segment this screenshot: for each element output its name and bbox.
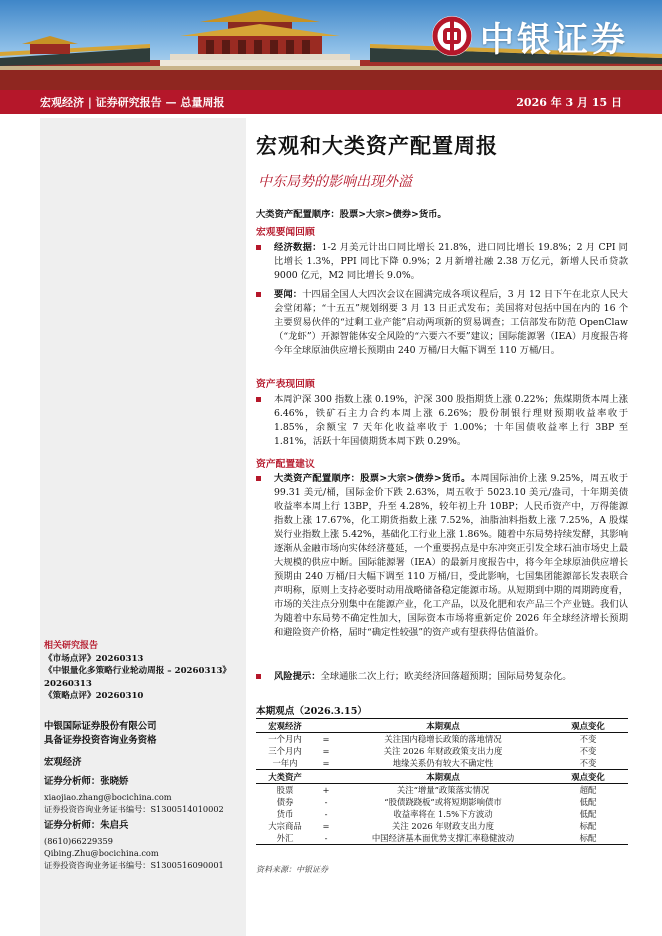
related-report-item[interactable]: 《策略点评》20260310 xyxy=(44,691,144,702)
department-label: 宏观经济 xyxy=(44,757,82,768)
table-cell: “股债跷跷板”或将短期影响债市 xyxy=(384,797,502,807)
table-cell: 货币 xyxy=(276,809,294,819)
table-cell: 收益率将在 1.5%下方波动 xyxy=(393,809,493,819)
table-header-cell xyxy=(314,770,338,784)
brand-logo xyxy=(432,14,656,58)
report-date: 2026 年 3 月 15 日 xyxy=(516,96,622,109)
table-cell: 不变 xyxy=(579,734,597,744)
table-cell: 不变 xyxy=(579,746,597,756)
bullet-label: 要闻： xyxy=(274,289,303,300)
bullet-label: 大类资产配置顺序：股票>大宗>债券>货币。 xyxy=(274,473,471,484)
table-header-cell: 宏观经济 xyxy=(256,719,314,733)
bullet-text: 十四届全国人大四次会议在圆满完成各项议程后，3 月 12 日下午在北京人民大会堂闭幕；“十五五”规划纲要 3 月 13 日正式发布；美国将对包括中国在内的 16 个主要贸易伙伴的“过剩工业产能”启动两项新的贸易调查；工信部发布防范 OpenClaw（“龙虾”）开源智能体安全风险的“六要六不要”建议；国际能源署（IEA）月度报告将今年全球原油供应增长预期由 240 万桶/日大幅下调至 110 万桶/日。 xyxy=(274,289,628,356)
table-row xyxy=(256,733,628,746)
table-cell: - xyxy=(314,832,338,845)
table-cell: 低配 xyxy=(579,797,597,807)
table-cell: 地缘关系仍有较大不确定性 xyxy=(392,758,494,768)
table-row xyxy=(256,745,628,757)
bullet-label: 经济数据： xyxy=(274,242,322,253)
analyst-email[interactable]: Qibing.Zhu@bocichina.com xyxy=(44,848,159,858)
bullet-item xyxy=(256,670,628,684)
table-row xyxy=(256,784,628,797)
table-cell: 超配 xyxy=(579,785,597,795)
table-cell: 大宗商品 xyxy=(268,821,302,831)
brand-name: 中银证券 xyxy=(480,19,628,60)
related-report-item[interactable]: 20260313 xyxy=(44,678,92,689)
table-cell: 关注 2026 年财政政策支出力度 xyxy=(383,746,503,756)
analyst-email[interactable]: xiaojiao.zhang@bocichina.com xyxy=(44,792,172,802)
company-name: 中银国际证券股份有限公司 xyxy=(44,721,157,732)
section-heading: 资产配置建议 xyxy=(256,459,315,470)
table-cell: 一年内 xyxy=(272,758,298,768)
table-cell: 股票 xyxy=(276,785,294,795)
boc-logo-icon xyxy=(432,16,472,56)
section-heading: 资产表现回顾 xyxy=(256,379,315,390)
bullet-text: 1-2 月美元计出口同比增长 21.8%，进口同比增长 19.8%；2 月 CPI 同比增长 1.3%，PPI 同比下降 0.9%；2 月新增社融 2.38 万亿元，新增人民币贷款 9000 亿元，M2 同比增长 9.0%。 xyxy=(274,242,628,281)
bullet-square-icon xyxy=(256,674,261,679)
bullet-label: 风险提示： xyxy=(274,671,321,682)
table-source: 资料来源：中银证券 xyxy=(256,865,328,874)
company-info xyxy=(44,720,244,748)
table-header-cell: 本期观点 xyxy=(338,770,548,784)
bullet-text: 本周国际油价上涨 9.25%，周五收于 99.31 美元/桶，国际金价下跌 2.63%，周五收于 5023.10 美元/盎司，十年期美债收益率本周上行 13BP，升至 4.28%，较年初上升 10BP；人民币资产中，万得能源指数上涨 17.67%，化工期货指数上涨 7.52%，油脂油料指数上涨 7.25%，A 股煤炭行业指数上涨 5.42%，基础化工行业上涨 1.86%。随着中东局势持续发酵，其影响逐渐从金融市场向实体经济蔓延，一个重要拐点是中东冲突正引发全球石油市场史上最大规模的供应中断。国际能源署（IEA）的最新月度报告中，将今年全球原油供应增长预期由 240 万桶/日大幅下调至 110 万桶/日，受此影响，七国集团能源部长发表联合声明称，原则上支持必要时动用战略储备稳定能源市场。从短期到中期的周期跨度看，市场的关注点分别集中在能源产业，化工产品，以及化肥和农产品三个产业链。我们认为随着中东局势不确定性加大，国际资本市场将重新定价 2026 年全球经济增长预期和避险资产价格，届时“确定性较强”的资产或有望获得估值溢价。 xyxy=(274,473,628,638)
table-header-cell: 观点变化 xyxy=(548,770,628,784)
views-table-title: 本期观点（2026.3.15） xyxy=(256,706,367,717)
analyst-name: 证券分析师：朱启兵 xyxy=(44,820,129,831)
table-cell: 低配 xyxy=(579,809,597,819)
table-cell: - xyxy=(324,797,328,807)
analyst-block xyxy=(44,820,248,871)
table-row xyxy=(256,832,628,845)
table-header-row xyxy=(256,719,628,733)
report-category-bar xyxy=(0,90,662,114)
bullet-square-icon xyxy=(256,476,261,481)
bullet-square-icon xyxy=(256,292,261,297)
table-cell: + xyxy=(322,785,330,795)
table-header-cell xyxy=(314,719,338,733)
related-report-item[interactable]: 《中银量化多策略行业轮动周报 – 20260313》 xyxy=(44,666,232,677)
table-cell: 债券 xyxy=(276,797,294,807)
views-table xyxy=(256,718,628,845)
table-cell: 关注国内稳增长政策的落地情况 xyxy=(384,734,502,744)
report-subtitle: 中东局势的影响出现外溢 xyxy=(258,174,412,190)
table-cell: = xyxy=(322,758,330,768)
analyst-license: 证券投资咨询业务证书编号：S1300516090001 xyxy=(44,860,224,870)
related-report-item[interactable]: 《市场点评》20260313 xyxy=(44,653,144,664)
table-cell: = xyxy=(322,746,330,756)
header-banner xyxy=(0,0,662,90)
bullet-item xyxy=(256,393,628,449)
table-cell: 不变 xyxy=(579,758,597,768)
table-cell: 中国经济基本面优势支撑汇率稳健波动 xyxy=(338,832,548,845)
analyst-name: 证券分析师：张晓娇 xyxy=(44,776,129,787)
table-cell: 标配 xyxy=(579,821,597,831)
bullet-text: 全球通胀二次上行；欧美经济回落超预期；国际局势复杂化。 xyxy=(320,671,572,682)
bullet-text: 本周沪深 300 指数上涨 0.19%，沪深 300 股指期货上涨 0.22%；焦煤期货本周上涨 6.46%，铁矿石主力合约本周上涨 6.26%；股份制银行理财预期收益率收于 1.85%，余额宝 7 天年化收益率收于 1.00%；十年国债收益率上行 3BP 至 1.81%，活跃十年国债期货本周下跌 0.29%。 xyxy=(274,394,629,447)
report-category: 宏观经济 | 证券研究报告 — 总量周报 xyxy=(40,96,225,109)
table-cell: 关注 2026 年财政支出力度 xyxy=(391,821,494,831)
table-cell: - xyxy=(324,809,328,819)
sidebar xyxy=(40,118,246,936)
analyst-phone: (8610)66229359 xyxy=(44,836,113,846)
table-cell: = xyxy=(322,734,330,744)
bullet-square-icon xyxy=(256,397,261,402)
analyst-license: 证券投资咨询业务证书编号：S1300514010002 xyxy=(44,804,224,814)
table-cell: 一个月内 xyxy=(268,734,302,744)
table-cell: 外汇 xyxy=(256,832,314,845)
table-header-row xyxy=(256,770,628,784)
bullet-item xyxy=(256,241,628,283)
table-header-cell: 本期观点 xyxy=(338,719,548,733)
related-reports xyxy=(44,640,244,703)
related-reports-heading: 相关研究报告 xyxy=(44,641,99,651)
bullet-item xyxy=(256,472,628,640)
bullet-item xyxy=(256,288,628,358)
report-title: 宏观和大类资产配置周报 xyxy=(256,133,498,158)
analyst-block xyxy=(44,776,248,815)
table-cell: 三个月内 xyxy=(268,746,302,756)
table-cell: = xyxy=(322,821,330,831)
table-header-cell: 观点变化 xyxy=(548,719,628,733)
table-header-cell: 大类资产 xyxy=(256,770,314,784)
table-cell: 关注“增量”政策落实情况 xyxy=(396,785,490,795)
table-cell: 标配 xyxy=(548,832,628,845)
allocation-order: 大类资产配置顺序：股票>大宗>债券>货币。 xyxy=(256,209,447,220)
section-heading: 宏观要闻回顾 xyxy=(256,227,315,238)
table-row xyxy=(256,757,628,770)
table-row xyxy=(256,820,628,832)
table-row xyxy=(256,808,628,820)
bullet-square-icon xyxy=(256,245,261,250)
company-qualification: 具备证券投资咨询业务资格 xyxy=(44,735,157,746)
table-row xyxy=(256,796,628,808)
